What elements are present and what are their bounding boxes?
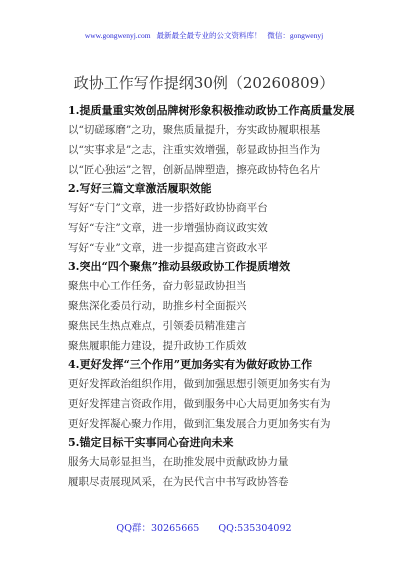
section-heading: 5.锚定目标干实事同心奋进向未来: [68, 436, 234, 449]
outline-item: 更好发挥建言资政作用，做到服务中心大局更加务实有为: [68, 398, 331, 410]
section-1: [54, 102, 360, 180]
section-3: [54, 258, 360, 356]
section-heading: 3.突出“四个聚焦”推动县级政协工作提质增效: [68, 260, 291, 273]
outline-item: 写好“专业”文章，进一步提高建言资政水平: [68, 242, 268, 254]
outline-item: 聚焦深化委员行动，助推乡村全面振兴: [68, 300, 247, 312]
section-5: [54, 434, 360, 492]
outline-item: 更好发挥政治组织作用，做到加强思想引领更加务实有为: [68, 378, 331, 390]
outline-item: 写好“专门”文章，进一步搭好政协协商平台: [68, 202, 268, 214]
outline-item: 以“实事求是”之志，注重实效增强，彰显政协担当作为: [68, 144, 321, 156]
section-2: [54, 180, 360, 258]
page-header: [0, 30, 408, 41]
section-heading: 2.写好三篇文章激活履职效能: [68, 182, 212, 195]
site-tagline: 最新最全最专业的公文资料库！: [156, 31, 262, 40]
qq-number: QQ:535304092: [218, 523, 292, 534]
document-title: 政协工作写作提纲30例（20260809）: [73, 74, 335, 92]
outline-item: 写好“专注”文章，进一步增强协商议政实效: [68, 222, 268, 234]
outline-item: 履职尽责展现风采，在为民代言中书写政协答卷: [68, 476, 289, 488]
qq-group: QQ群：30265665: [116, 523, 200, 534]
outline-item: 聚焦民生热点难点，引领委员精准建言: [68, 320, 247, 332]
section-heading: 4.更好发挥“三个作用”更加务实有为做好政协工作: [68, 358, 313, 371]
section-4: [54, 356, 360, 434]
site-url: www.gongwenyj.com: [84, 31, 151, 40]
outline-item: 聚焦中心工作任务，奋力彰显政协担当: [68, 280, 247, 292]
section-heading: 1.提质量重实效创品牌树形象积极推动政协工作高质量发展: [68, 104, 355, 117]
outline-item: 以“切磋琢磨”之功，聚焦质量提升，夯实政协履职根基: [68, 124, 321, 136]
outline-item: 服务大局彰显担当，在助推发展中贡献政协力量: [68, 456, 289, 468]
document-body: [54, 102, 360, 492]
page-footer: [0, 520, 408, 534]
wechat-id: 微信：gongwenyj: [267, 31, 324, 40]
outline-item: 以“匠心独运”之智，创新品牌塑造，擦亮政协特色名片: [68, 164, 321, 176]
outline-item: 聚焦履职能力建设，提升政协工作质效: [68, 340, 247, 352]
outline-item: 更好发挥凝心聚力作用，做到汇集发展合力更加务实有为: [68, 418, 331, 430]
